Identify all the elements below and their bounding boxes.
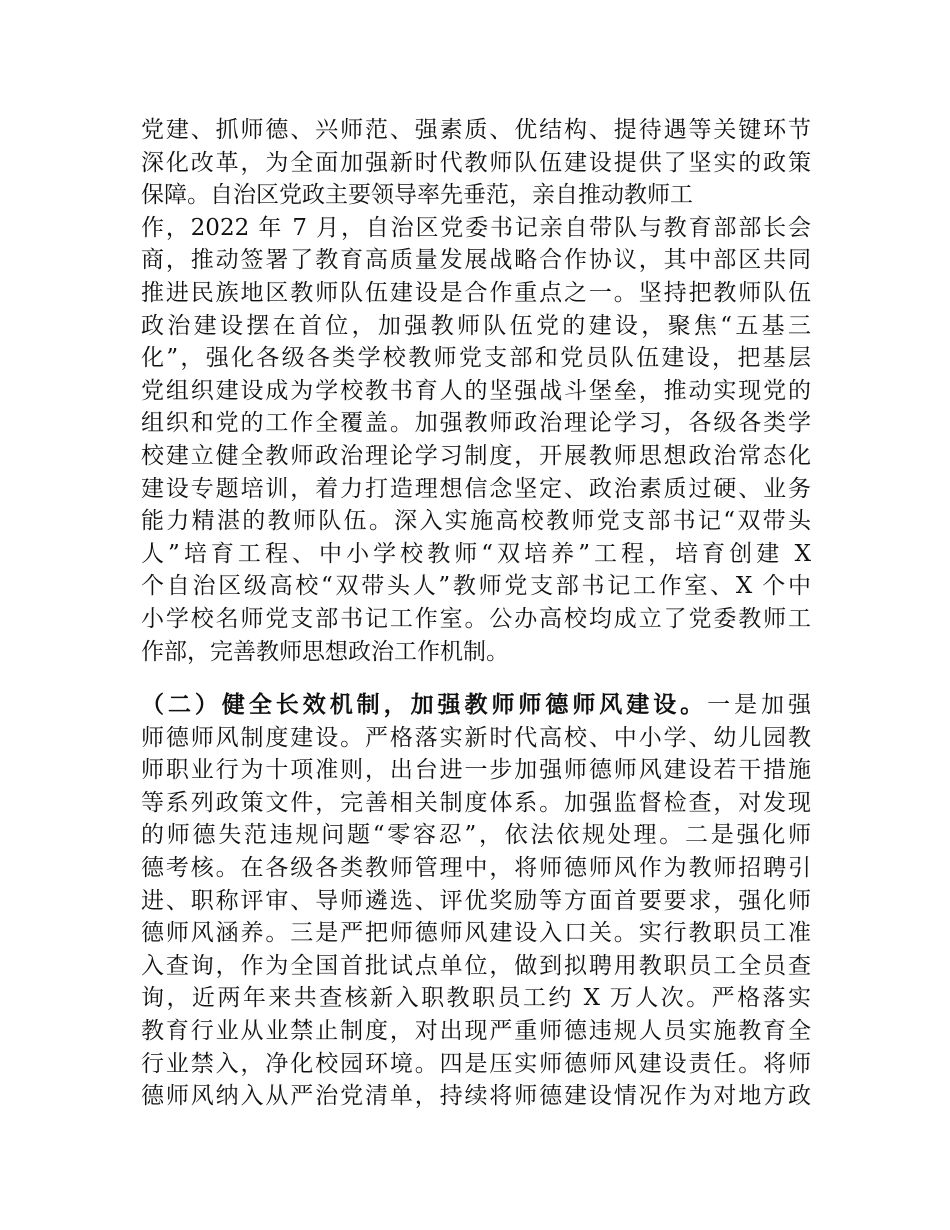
text-line: 建设专题培训，着力打造理想信念坚定、政治素质过硬、业务 <box>141 475 811 502</box>
text-line: 能力精湛的教师队伍。深入实施高校教师党支部书记“双带头 <box>141 508 811 535</box>
text-line: 德师风纳入从严治党清单，持续将师德建设情况作为对地方政 <box>141 1083 811 1110</box>
text-line: 个自治区级高校“双带头人”教师党支部书记工作室、X 个中 <box>141 573 811 600</box>
text-line: 党组织建设成为学校教书育人的坚强战斗堡垒，推动实现党的 <box>141 377 811 404</box>
text-line: 等系列政策文件，完善相关制度体系。加强监督检查，对发现 <box>141 789 811 816</box>
text-line: 深化改革，为全面加强新时代教师队伍建设提供了坚实的政策 <box>141 149 811 176</box>
text-line: 的师德失范违规问题“零容忍”，依法依规处理。二是强化师 <box>141 822 811 849</box>
paragraph-gap <box>141 668 811 689</box>
heading-line-rest: 一是加强 <box>707 692 812 719</box>
text-line: 商，推动签署了教育高质量发展战略合作协议，其中部区共同 <box>141 247 811 274</box>
text-line: 进、职称评审、导师遴选、评优奖励等方面首要要求，强化师 <box>141 887 811 914</box>
text-line: 政治建设摆在首位，加强教师队伍党的建设，聚焦“五基三 <box>141 312 811 339</box>
text-line: 校建立健全教师政治理论学习制度，开展教师思想政治常态化 <box>141 442 811 469</box>
text-line: 教育行业从业禁止制度，对出现严重师德违规人员实施教育全 <box>141 1018 811 1045</box>
text-line <box>141 689 811 722</box>
paragraph-ethics <box>141 689 811 1113</box>
text-line: 组织和党的工作全覆盖。加强教师政治理论学习，各级各类学 <box>141 410 811 437</box>
document-body <box>141 114 811 1113</box>
text-line: 小学校名师党支部书记工作室。公办高校均成立了党委教师工 <box>141 605 811 632</box>
text-line: 入查询，作为全国首批试点单位，做到拟聘用教职员工全员查 <box>141 952 811 979</box>
text-line: 化”，强化各级各类学校教师党支部和党员队伍建设，把基层 <box>141 345 811 372</box>
text-line: 党建、抓师德、兴师范、强素质、优结构、提待遇等关键环节 <box>141 117 811 143</box>
text-line: 行业禁入，净化校园环境。四是压实师德师风建设责任。将师 <box>141 1050 811 1077</box>
text-line: 德考核。在各级各类教师管理中，将师德师风作为教师招聘引 <box>141 855 811 882</box>
text-line: 作部，完善教师思想政治工作机制。 <box>141 638 509 665</box>
paragraph-party-building <box>141 114 811 668</box>
text-line: 师职业行为十项准则，出台进一步加强师德师风建设若干措施 <box>141 757 811 784</box>
text-line: 保障。自治区党政主要领导率先垂范，亲自推动教师工 <box>141 182 693 209</box>
text-line: 推进民族地区教师队伍建设是合作重点之一。坚持把教师队伍 <box>141 279 811 306</box>
text-line: 作，2022 年 7 月，自治区党委书记亲自带队与教育部部长会 <box>141 214 811 241</box>
section-heading: （二）健全长效机制，加强教师师德师风建设。 <box>141 691 708 719</box>
text-line: 师德师风制度建设。严格落实新时代高校、中小学、幼儿园教 <box>141 724 811 751</box>
text-line: 德师风涵养。三是严把师德师风建设入口关。实行教职员工准 <box>141 920 811 947</box>
text-line: 人”培育工程、中小学校教师“双培养”工程，培育创建 X <box>141 540 811 567</box>
text-line: 询，近两年来共查核新入职教职员工约 X 万人次。严格落实 <box>141 985 811 1012</box>
